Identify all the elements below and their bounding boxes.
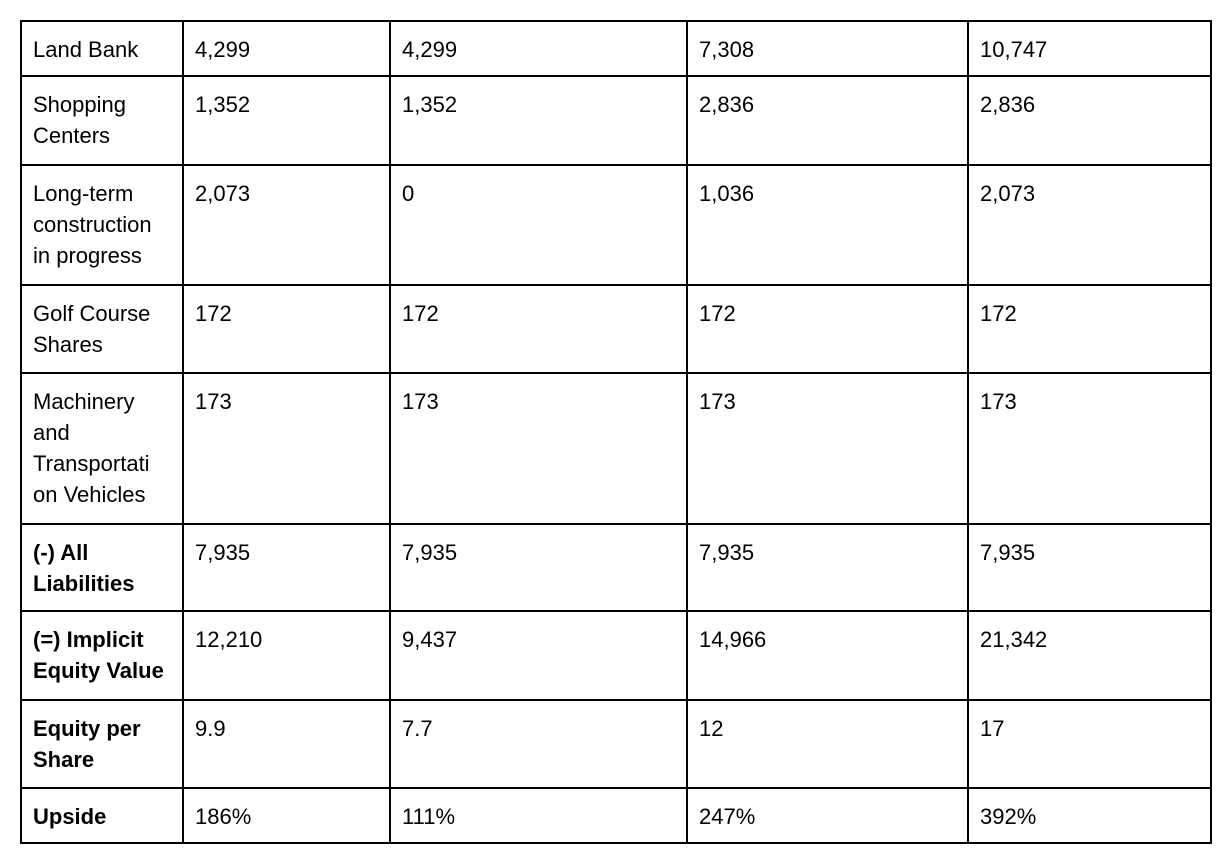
row-label-equity-per-share: Equity per Share: [21, 700, 183, 788]
row-label-machinery: Machinery and Transportati on Vehicles: [21, 373, 183, 524]
row-label-implicit-equity-value: (=) Implicit Equity Value: [21, 611, 183, 700]
table-row: [21, 524, 1211, 611]
table-row: [21, 76, 1211, 165]
table-cell: 9,437: [390, 611, 687, 700]
table-row: [21, 285, 1211, 373]
table-cell: 7,935: [687, 524, 968, 611]
table-row: [21, 165, 1211, 285]
table-cell: 2,836: [968, 76, 1211, 165]
table-cell: 172: [968, 285, 1211, 373]
table-cell: 173: [687, 373, 968, 524]
table-cell: 172: [183, 285, 390, 373]
row-label-long-term-construction: Long-term construction in progress: [21, 165, 183, 285]
table-cell: 1,352: [183, 76, 390, 165]
table-cell: 1,036: [687, 165, 968, 285]
table-cell: 10,747: [968, 21, 1211, 76]
table-cell: 7,935: [390, 524, 687, 611]
table-cell: 12,210: [183, 611, 390, 700]
table-cell: 0: [390, 165, 687, 285]
table-cell: 2,073: [183, 165, 390, 285]
table-row: [21, 21, 1211, 76]
table-cell: 7,935: [183, 524, 390, 611]
table-cell: 12: [687, 700, 968, 788]
table-cell: 172: [687, 285, 968, 373]
table-cell: 173: [968, 373, 1211, 524]
table-cell: 2,836: [687, 76, 968, 165]
table-cell: 1,352: [390, 76, 687, 165]
table-cell: 111%: [390, 788, 687, 843]
table-row: [21, 611, 1211, 700]
table-row: [21, 788, 1211, 843]
table-row: [21, 700, 1211, 788]
table-cell: 247%: [687, 788, 968, 843]
table-cell: 17: [968, 700, 1211, 788]
valuation-table: [20, 20, 1212, 844]
table-cell: 7,308: [687, 21, 968, 76]
table-cell: 14,966: [687, 611, 968, 700]
table-cell: 173: [183, 373, 390, 524]
row-label-shopping-centers: Shopping Centers: [21, 76, 183, 165]
row-label-upside: Upside: [21, 788, 183, 843]
table-cell: 9.9: [183, 700, 390, 788]
table-cell: 7,935: [968, 524, 1211, 611]
table-cell: 4,299: [390, 21, 687, 76]
table-cell: 172: [390, 285, 687, 373]
row-label-land-bank: Land Bank: [21, 21, 183, 76]
table-cell: 4,299: [183, 21, 390, 76]
table-row: [21, 373, 1211, 524]
table-cell: 173: [390, 373, 687, 524]
table-cell: 186%: [183, 788, 390, 843]
table-cell: 21,342: [968, 611, 1211, 700]
table-cell: 7.7: [390, 700, 687, 788]
row-label-all-liabilities: (-) All Liabilities: [21, 524, 183, 611]
table-cell: 392%: [968, 788, 1211, 843]
row-label-golf-course-shares: Golf Course Shares: [21, 285, 183, 373]
table-cell: 2,073: [968, 165, 1211, 285]
